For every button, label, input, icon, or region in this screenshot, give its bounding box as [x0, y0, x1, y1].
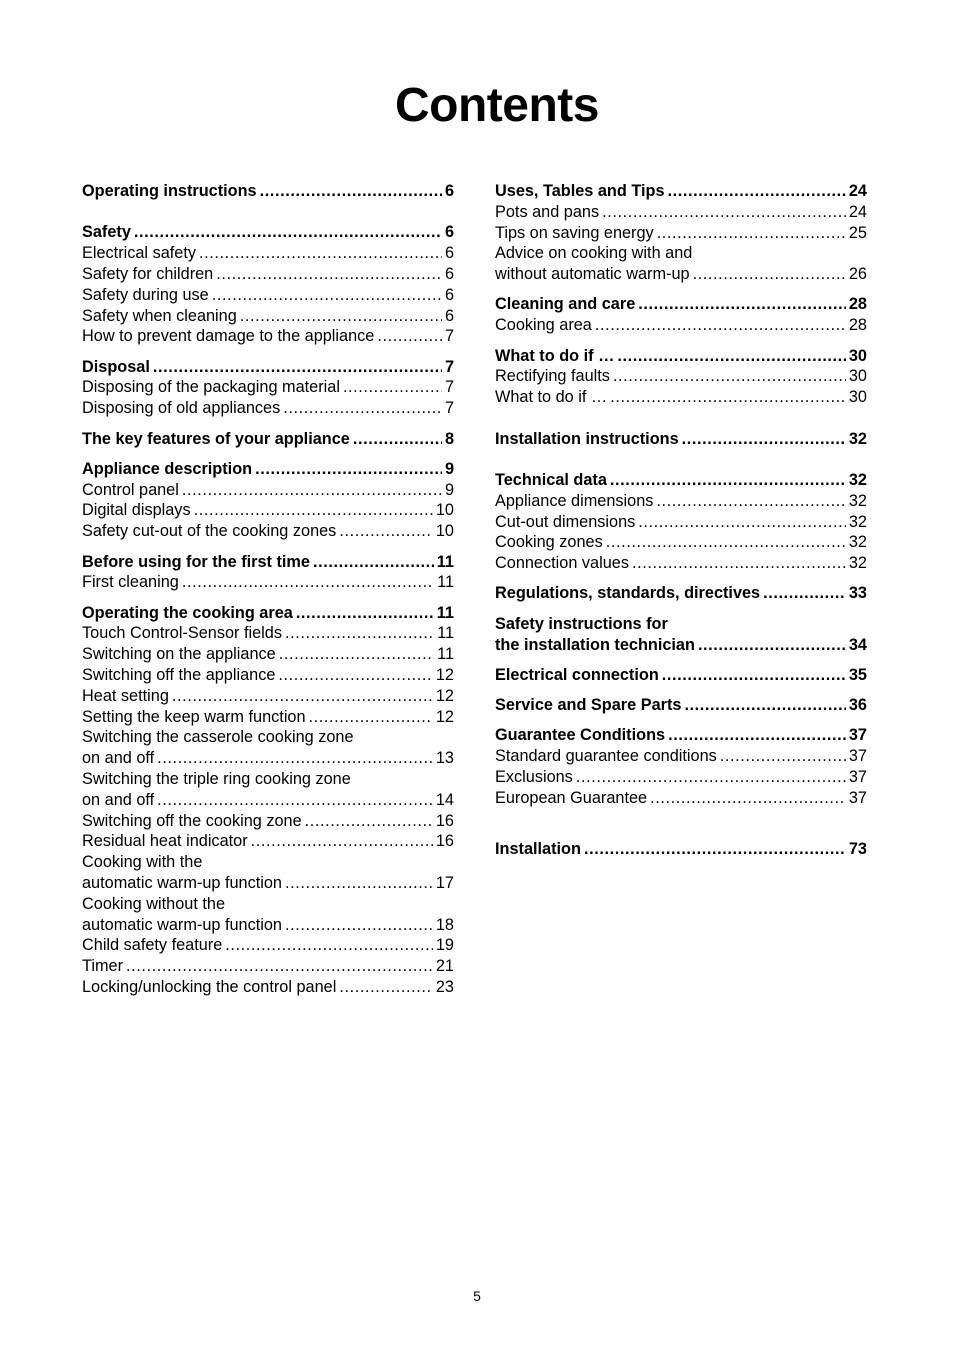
toc-entry[interactable] — [495, 264, 867, 285]
dot-leader — [638, 512, 846, 533]
dot-leader — [240, 306, 442, 327]
toc-entry-label: What to do if … — [495, 346, 615, 365]
toc-entry-label: Advice on cooking with and — [495, 244, 693, 263]
toc-entry-label: Electrical connection — [495, 665, 659, 684]
dot-leader — [260, 181, 442, 202]
toc-entry-label: Safety during use — [82, 285, 209, 304]
toc-entry[interactable] — [82, 285, 454, 306]
dot-leader — [610, 387, 846, 408]
dot-leader — [279, 644, 434, 665]
toc-entry-label: Digital displays — [82, 501, 191, 520]
toc-entry-page: 6 — [444, 244, 454, 263]
toc-entry-page: 14 — [435, 790, 454, 809]
toc-entry[interactable] — [82, 500, 454, 521]
toc-entry[interactable] — [82, 603, 454, 624]
toc-entry[interactable] — [82, 644, 454, 665]
dot-leader — [216, 264, 442, 285]
toc-entry[interactable] — [495, 202, 867, 223]
toc-entry-label: Heat setting — [82, 686, 169, 705]
dot-leader — [255, 459, 442, 480]
toc-entry[interactable] — [495, 767, 867, 788]
toc-entry[interactable] — [82, 790, 454, 811]
dot-leader — [606, 532, 846, 553]
dot-leader — [576, 767, 846, 788]
toc-entry-page: 24 — [848, 202, 867, 221]
toc-entry-label: Disposing of the packaging material — [82, 378, 340, 397]
toc-entry-label: Switching on the appliance — [82, 645, 276, 664]
toc-entry-label: Cleaning and care — [495, 295, 636, 314]
dot-leader — [650, 788, 846, 809]
toc-entry-label: Rectifying faults — [495, 367, 610, 386]
toc-entry[interactable] — [82, 873, 454, 894]
toc-entry-page: 6 — [444, 285, 454, 304]
toc-entry-label: Connection values — [495, 554, 629, 573]
toc-entry-page: 32 — [848, 429, 867, 448]
toc-entry[interactable] — [82, 831, 454, 852]
toc-entry-page: 11 — [437, 624, 454, 643]
toc-entry-label: Control panel — [82, 480, 179, 499]
toc-entry-label: without automatic warm-up — [495, 265, 690, 284]
toc-entry[interactable] — [82, 357, 454, 378]
toc-entry-label: Uses, Tables and Tips — [495, 182, 665, 200]
toc-entry-label: the installation technician — [495, 635, 695, 654]
dot-leader — [225, 935, 433, 956]
toc-entry-label: Child safety feature — [82, 936, 223, 955]
toc-entry[interactable] — [82, 811, 454, 832]
toc-entry-label: Setting the keep warm function — [82, 707, 306, 726]
dot-leader — [668, 725, 846, 746]
toc-entry-page: 23 — [435, 977, 454, 996]
dot-leader — [377, 326, 442, 347]
toc-entry-label: Guarantee Conditions — [495, 726, 666, 745]
dot-leader — [353, 429, 442, 450]
dot-leader — [182, 572, 434, 593]
toc-entry-label: How to prevent damage to the appliance — [82, 327, 375, 346]
toc-entry-page: 73 — [848, 840, 867, 859]
toc-entry-page: 34 — [848, 635, 867, 654]
toc-entry-label: on and off — [82, 790, 155, 809]
dot-leader — [283, 398, 442, 419]
toc-entry[interactable] — [82, 977, 454, 998]
toc-entry-page: 19 — [435, 936, 454, 955]
dot-leader — [682, 429, 846, 450]
toc-entry-page: 33 — [848, 584, 867, 603]
toc-entry-page: 32 — [848, 470, 867, 489]
page-title: Contents — [395, 79, 599, 132]
dot-leader — [632, 553, 846, 574]
dot-leader — [305, 811, 433, 832]
toc-entry-page: 7 — [444, 399, 454, 418]
dot-leader — [251, 831, 433, 852]
toc-entry-page: 30 — [848, 367, 867, 386]
toc-entry[interactable] — [82, 521, 454, 542]
toc-entry[interactable] — [495, 839, 867, 860]
dot-leader — [278, 665, 432, 686]
toc-entry[interactable] — [82, 306, 454, 327]
toc-entry-label: Regulations, standards, directives — [495, 584, 761, 603]
page-number: 5 — [473, 1288, 481, 1304]
toc-entry[interactable] — [495, 366, 867, 387]
toc-entry[interactable] — [82, 377, 454, 398]
dot-leader — [657, 223, 846, 244]
toc-entry[interactable] — [82, 623, 454, 644]
dot-leader — [126, 956, 433, 977]
toc-entry[interactable] — [495, 346, 867, 367]
dot-leader — [720, 746, 846, 767]
toc-entry[interactable] — [495, 387, 867, 408]
toc-entry-label: Electrical safety — [82, 244, 197, 263]
toc-entry[interactable] — [495, 315, 867, 336]
toc-entry-label: Switching the triple ring cooking zone — [82, 770, 351, 789]
toc-entry[interactable] — [495, 746, 867, 767]
dot-leader — [339, 521, 433, 542]
toc-entry-label: automatic warm-up function — [82, 874, 282, 892]
toc-entry-page: 37 — [848, 788, 867, 807]
toc-entry-page: 21 — [435, 957, 454, 976]
toc-entry[interactable] — [495, 695, 867, 716]
dot-leader — [313, 552, 434, 573]
toc-entry-page: 17 — [435, 874, 454, 892]
toc-entry-label: Cooking with the — [82, 853, 203, 872]
toc-entry-label: Installation instructions — [495, 429, 679, 448]
toc-entry-page: 12 — [435, 707, 454, 726]
toc-entry-page: 32 — [848, 533, 867, 552]
toc-entry-label: Standard guarantee conditions — [495, 747, 717, 766]
toc-entry[interactable] — [495, 635, 867, 656]
toc-entry-page: 37 — [848, 726, 867, 745]
dot-leader — [285, 873, 433, 894]
dot-leader — [684, 695, 845, 716]
dot-leader — [343, 377, 442, 398]
toc-entry-label: Appliance description — [82, 459, 253, 478]
toc-entry-page: 10 — [435, 501, 454, 520]
toc-entry-page: 30 — [848, 388, 867, 407]
toc-entry[interactable] — [495, 470, 867, 491]
toc-entry-label: Operating the cooking area — [82, 603, 293, 622]
toc-entry-page: 25 — [848, 223, 867, 242]
toc-entry-page: 37 — [848, 768, 867, 787]
dot-leader — [194, 500, 433, 521]
toc-entry-page: 28 — [848, 295, 867, 314]
toc-entry[interactable] — [82, 686, 454, 707]
dot-leader — [656, 491, 845, 512]
toc-entry-label: Timer — [82, 957, 123, 976]
toc-entry-label: What to do if … — [495, 388, 608, 407]
toc-entry-page: 10 — [435, 522, 454, 541]
toc-entry-label: First cleaning — [82, 573, 179, 592]
toc-entry-page: 6 — [444, 264, 454, 283]
toc-entry-label: Cooking area — [495, 316, 592, 335]
dot-leader — [613, 366, 846, 387]
toc-entry[interactable] — [495, 223, 867, 244]
toc-entry-label: Disposal — [82, 357, 150, 376]
toc-entry[interactable] — [82, 264, 454, 285]
toc-entry-label: Tips on saving energy — [495, 223, 654, 242]
toc-entry-label: European Guarantee — [495, 788, 648, 807]
toc-entry[interactable] — [495, 788, 867, 809]
dot-leader — [296, 603, 434, 624]
toc-entry-label: Switching off the appliance — [82, 666, 276, 685]
toc-entry-page: 11 — [436, 552, 454, 571]
toc-entry-label: Installation — [495, 840, 581, 859]
toc-entry-label: Safety for children — [82, 264, 214, 283]
toc-entry[interactable] — [82, 748, 454, 769]
toc-entry-label: Technical data — [495, 470, 607, 489]
toc-entry-page: 24 — [848, 182, 867, 200]
dot-leader — [693, 264, 846, 285]
toc-entry[interactable] — [82, 572, 454, 593]
toc-entry[interactable] — [82, 243, 454, 264]
toc-entry-page: 6 — [444, 182, 454, 200]
toc-entry-label: Cooking zones — [495, 533, 603, 552]
toc-entry-page: 9 — [444, 459, 454, 478]
toc-entry-label: Safety when cleaning — [82, 306, 237, 325]
toc-entry-page: 32 — [848, 491, 867, 510]
toc-entry-page: 7 — [444, 357, 454, 376]
toc-entry-label: Safety cut-out of the cooking zones — [82, 522, 337, 541]
toc-entry-label: Service and Spare Parts — [495, 696, 682, 715]
toc-entry[interactable] — [495, 725, 867, 746]
dot-leader — [199, 243, 442, 264]
toc-entry-label: Switching off the cooking zone — [82, 811, 302, 830]
toc-entry-page: 37 — [848, 747, 867, 766]
toc-entry-page: 7 — [444, 378, 454, 397]
toc-entry-page: 9 — [444, 480, 454, 499]
dot-leader — [595, 315, 846, 336]
toc-entry-label: Locking/unlocking the control panel — [82, 977, 337, 996]
toc-entry-page: 13 — [435, 749, 454, 768]
toc-entry[interactable] — [495, 553, 867, 574]
toc-entry[interactable] — [82, 665, 454, 686]
toc-entry[interactable] — [82, 222, 454, 243]
toc-entry-page: 11 — [437, 645, 454, 664]
toc-entry[interactable] — [82, 956, 454, 977]
dot-leader — [763, 583, 846, 604]
toc-entry-label: on and off — [82, 749, 155, 768]
dot-leader — [339, 977, 433, 998]
dot-leader — [668, 181, 846, 202]
toc-entry-page: 8 — [444, 429, 454, 448]
toc-entry-label: Touch Control-Sensor fields — [82, 624, 282, 643]
toc-entry-page: 26 — [848, 265, 867, 284]
toc-entry-label: The key features of your appliance — [82, 429, 350, 448]
toc-entry-label: Pots and pans — [495, 202, 600, 221]
toc-entry-label: automatic warm-up function — [82, 915, 282, 934]
toc-entry[interactable] — [82, 915, 454, 936]
dot-leader — [698, 635, 846, 656]
toc-entry[interactable] — [495, 532, 867, 553]
toc-entry[interactable] — [82, 398, 454, 419]
toc-entry[interactable] — [82, 935, 454, 956]
toc-entry-page: 16 — [435, 811, 454, 830]
toc-entry[interactable] — [82, 480, 454, 501]
toc-entry[interactable] — [82, 429, 454, 450]
toc-entry-label: Before using for the first time — [82, 552, 310, 571]
toc-entry-label: Safety instructions for — [495, 614, 668, 633]
toc-entry[interactable] — [495, 665, 867, 686]
dot-leader — [153, 357, 442, 378]
toc-entry[interactable] — [495, 491, 867, 512]
toc-entry-label: Disposing of old appliances — [82, 399, 281, 418]
toc-entry-page: 28 — [848, 316, 867, 335]
dot-leader — [285, 915, 433, 936]
dot-leader — [285, 623, 434, 644]
toc-entry-page: 35 — [848, 665, 867, 684]
toc-entry-page: 6 — [444, 223, 454, 242]
dot-leader — [617, 346, 846, 367]
toc-entry-page: 36 — [848, 696, 867, 715]
toc-entry-page: 12 — [435, 686, 454, 705]
toc-entry[interactable] — [495, 429, 867, 450]
dot-leader — [157, 748, 433, 769]
dot-leader — [134, 222, 442, 243]
dot-leader — [172, 686, 433, 707]
toc-entry-label: Residual heat indicator — [82, 832, 248, 851]
toc-entry-page: 7 — [444, 327, 454, 346]
toc-entry-page: 32 — [848, 554, 867, 573]
toc-entry-page: 18 — [435, 915, 454, 934]
toc-entry[interactable] — [82, 707, 454, 728]
toc-entry-label: Cut-out dimensions — [495, 512, 636, 531]
toc-entry[interactable] — [495, 181, 867, 202]
toc-entry[interactable] — [495, 294, 867, 315]
toc-entry-page: 11 — [437, 573, 454, 592]
toc-entry-page: 12 — [435, 666, 454, 685]
dot-leader — [182, 480, 442, 501]
toc-entry[interactable] — [82, 459, 454, 480]
dot-leader — [610, 470, 846, 491]
dot-leader — [157, 790, 433, 811]
toc-entry-label: Appliance dimensions — [495, 491, 654, 510]
toc-entry-label: Cooking without the — [82, 894, 226, 913]
toc-entry-page: 30 — [848, 346, 867, 365]
toc-entry[interactable] — [82, 326, 454, 347]
dot-leader — [602, 202, 846, 223]
toc-entry[interactable] — [495, 583, 867, 604]
dot-leader — [212, 285, 442, 306]
toc-entry[interactable] — [495, 512, 867, 533]
dot-leader — [638, 294, 846, 315]
toc-entry-label: Exclusions — [495, 768, 573, 787]
dot-leader — [662, 665, 846, 686]
toc-entry-page: 6 — [444, 306, 454, 325]
toc-entry-page: 32 — [848, 512, 867, 531]
toc-left-column — [82, 181, 454, 998]
toc-entry[interactable] — [82, 552, 454, 573]
toc-entry-page: 11 — [436, 603, 454, 622]
dot-leader — [584, 839, 846, 860]
toc-right-column — [495, 181, 867, 860]
toc-entry-page: 16 — [435, 832, 454, 851]
toc-entry-label: Operating instructions — [82, 182, 257, 200]
toc-entry-label: Switching the casserole cooking zone — [82, 728, 354, 747]
toc-entry[interactable] — [82, 181, 454, 202]
dot-leader — [309, 707, 433, 728]
toc-entry-label: Safety — [82, 223, 131, 242]
